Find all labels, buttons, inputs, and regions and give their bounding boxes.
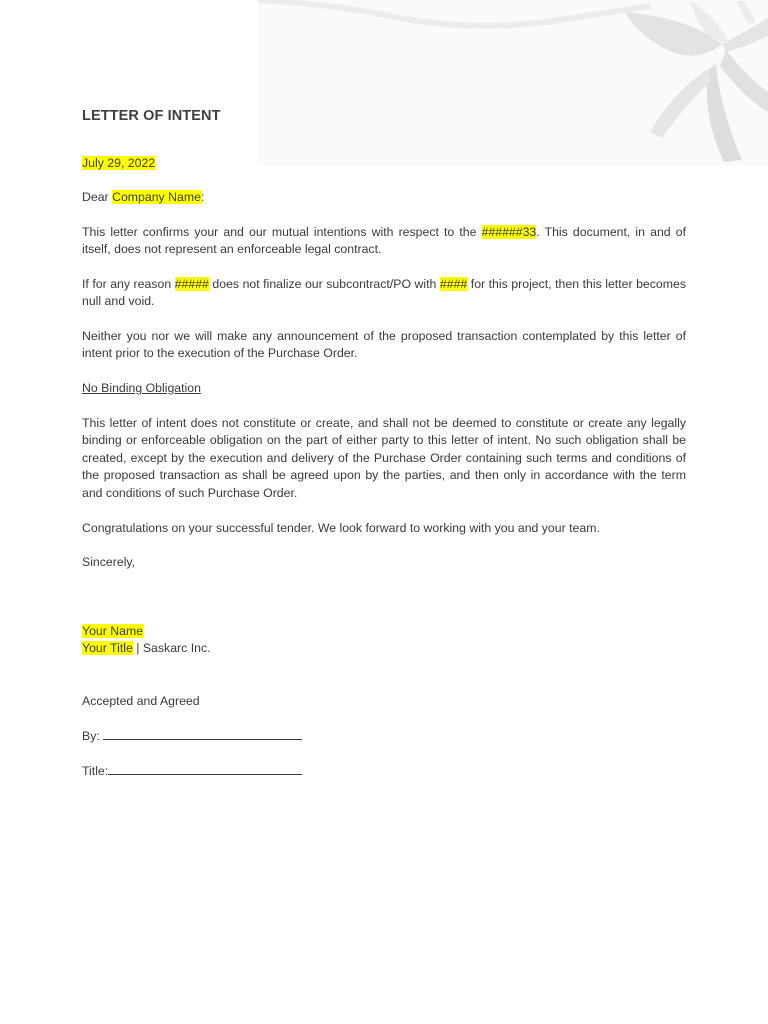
signature-block <box>82 623 686 658</box>
paragraph-announcement: Neither you nor we will make any announcement of the proposed transaction contemplated by this letter of intent prior to the execution of the Purchase Order. <box>82 329 686 361</box>
acceptance-heading: Accepted and Agreed <box>82 694 200 708</box>
salutation-prefix: Dear <box>82 190 113 204</box>
paragraph-intentions-end: . This document, in and of itself, does not represent an enforceable legal contract. <box>82 225 686 257</box>
by-blank-line[interactable] <box>103 728 302 740</box>
title-blank-line[interactable] <box>108 763 302 775</box>
paragraph-null-void <box>82 276 686 311</box>
letter-heading: LETTER OF INTENT <box>82 108 221 124</box>
project-number-placeholder: ######33 <box>481 225 537 239</box>
salutation-suffix: : <box>200 190 205 204</box>
closing: Sincerely, <box>82 555 136 569</box>
title-signature-line <box>82 763 686 780</box>
by-signature-line <box>82 728 686 745</box>
section-heading-text: No Binding Obligation <box>82 381 201 395</box>
signer-name-placeholder: Your Name <box>82 624 144 638</box>
title-label: Title: <box>82 764 109 778</box>
signer-title-line <box>82 640 686 657</box>
paragraph-congratulations: Congratulations on your successful tender. We look forward to working with you and your team. <box>82 521 600 535</box>
paragraph-no-binding: This letter of intent does not constitute or create, and shall not be deemed to constitute or create any legally binding or enforceable obligation on the part of either party to this letter of intent. No such obligation shall be created, except by the execution and delivery of the Purchase Order containing such terms and conditions of the proposed transaction as shall be agreed upon by the parties, and then only in accordance with the term and conditions of such Purchase Order. <box>82 416 686 500</box>
party-placeholder: ##### <box>174 277 209 291</box>
paragraph-null-void-c: for this project, then this letter becomes null and void. <box>82 277 686 309</box>
date-placeholder: July 29, 2022 <box>82 156 156 170</box>
paragraph-null-void-b: does not finalize our subcontract/PO with <box>208 277 440 291</box>
subcontractor-placeholder: #### <box>439 277 468 291</box>
signer-title-placeholder: Your Title <box>82 641 133 656</box>
paragraph-intentions <box>82 224 686 259</box>
signer-separator: | <box>132 641 143 656</box>
by-label: By: <box>82 729 104 743</box>
paragraph-null-void-a: If for any reason <box>82 277 175 291</box>
paragraph-intentions-start: This letter confirms your and our mutual intentions with respect to the <box>82 225 482 239</box>
section-heading-no-binding <box>82 380 686 397</box>
salutation <box>82 189 686 206</box>
recipient-placeholder: Company Name <box>112 190 201 204</box>
star-swirl-watermark-icon <box>0 0 768 170</box>
signer-name-line <box>82 623 686 640</box>
letter-date <box>82 155 686 172</box>
signer-company: Saskarc Inc. <box>142 641 211 656</box>
